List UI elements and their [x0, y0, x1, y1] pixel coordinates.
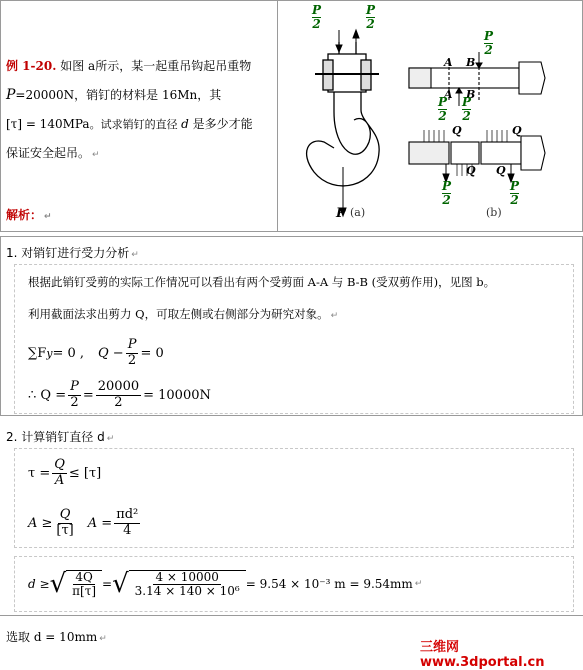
caption-a: (a) — [350, 206, 366, 219]
fraction: $\frac{P}{2}$ — [70, 379, 79, 410]
hook-pin-figure — [279, 2, 581, 230]
sqrt-expression: √ $\frac{4Q}{\pi[\tau]}$ — [50, 570, 102, 598]
return-mark-icon: ↵ — [44, 212, 52, 222]
section-a-label: A — [444, 56, 453, 69]
load-label-pin-bottom-left: P 2 — [442, 179, 452, 207]
site-watermark: 三维网www.3dportal.cn — [420, 640, 545, 670]
step2-diameter: d ≥ √ $\frac{4Q}{\pi[\tau]}$ = √ $\frac{4 \times 10000}{\text{3.14 × 140 × 10⁶}}$ = 9.54 × 10⁻³ m = 9.54mm ↵ — [28, 569, 423, 599]
hook-load-label: P — [336, 206, 346, 221]
return-mark-icon: ↵ — [106, 434, 115, 444]
step1-para2: 利用截面法求出剪力 Q，可取左侧或右侧部分为研究对象。 ↵ — [28, 307, 339, 321]
load-label-pin-mid-2: P 2 — [462, 95, 472, 123]
problem-label: 例 1-20. — [6, 59, 57, 73]
return-mark-icon: ↵ — [414, 579, 423, 589]
return-mark-icon: ↵ — [99, 634, 107, 644]
step2-area: A ≥ $\frac{Q}{[\tau]}$ A = $\frac{\text{πd²}}{4}$ — [28, 507, 139, 538]
fraction: $\frac{\text{πd²}}{4}$ — [116, 507, 139, 538]
load-label-right: P 2 — [366, 3, 376, 31]
step1-eq2: ∴ Q = $\frac{P}{2}$ = $\frac{20000}{2}$ = 10000N — [28, 379, 211, 410]
shear-label-4: Q — [496, 164, 506, 177]
step2-tau: τ = $\frac{Q}{A}$ ≤ [τ] — [28, 457, 102, 488]
problem-line-3: [τ] = 140MPa。试求销钉的直径 d 是多少才能 — [6, 117, 253, 131]
hook-drawing — [307, 42, 380, 207]
load-label-pin-top: P 2 — [484, 29, 494, 57]
load-label-left: P 2 — [312, 3, 322, 31]
caption-b: (b) — [486, 206, 502, 219]
problem-line-4: 保证安全起吊。 ↵ — [6, 146, 100, 160]
section-a-label-bottom: A — [444, 88, 453, 101]
problem-text — [6, 52, 274, 170]
analysis-label: 解析： ↵ — [6, 208, 52, 222]
sqrt-expression: √ $\frac{4 \times 10000}{\text{3.14 × 140 × 10⁶}}$ — [112, 570, 246, 598]
shear-label-1: Q — [452, 124, 462, 137]
fraction: $\frac{P}{2}$ — [127, 337, 137, 368]
load-label-pin-bottom-right: P 2 — [510, 179, 520, 207]
step1-para1: 根据此销钉受剪的实际工作情况可以看出有两个受剪面 A-A 与 B-B (受双剪作用)，见图 b。 — [28, 275, 496, 289]
section-b-label-bottom: B — [466, 88, 476, 101]
section-b-label: B — [466, 56, 476, 69]
return-mark-icon: ↵ — [330, 311, 339, 321]
frame-divider — [277, 0, 278, 232]
shear-label-3: Q — [466, 164, 476, 177]
final-choice: 选取 d = 10mm ↵ — [6, 630, 107, 644]
return-mark-icon: ↵ — [92, 150, 100, 160]
load-label-pin-mid: P 2 — [438, 95, 448, 123]
return-mark-icon: ↵ — [131, 250, 139, 260]
shear-label-2: Q — [512, 124, 522, 137]
step1-eq1: ∑F y = 0 , Q − $\frac{P}{2}$ = 0 — [28, 337, 164, 368]
step2-title: 2. 计算销钉直径 d ↵ — [6, 430, 115, 444]
pin-drawing — [409, 62, 545, 176]
problem-line-2: P=20000N，销钉的材料是 16Mn，其 — [6, 87, 222, 103]
step1-title: 1. 对销钉进行受力分析 ↵ — [6, 246, 139, 260]
problem-line-1: 例 1-20. 如图 a所示，某一起重吊钩起吊重物 — [6, 59, 252, 73]
fraction: $\frac{Q}{A}$ — [54, 457, 65, 488]
fraction: $\frac{Q}{[\tau]}$ — [56, 507, 74, 538]
fraction: $\frac{20000}{2}$ — [97, 379, 140, 410]
